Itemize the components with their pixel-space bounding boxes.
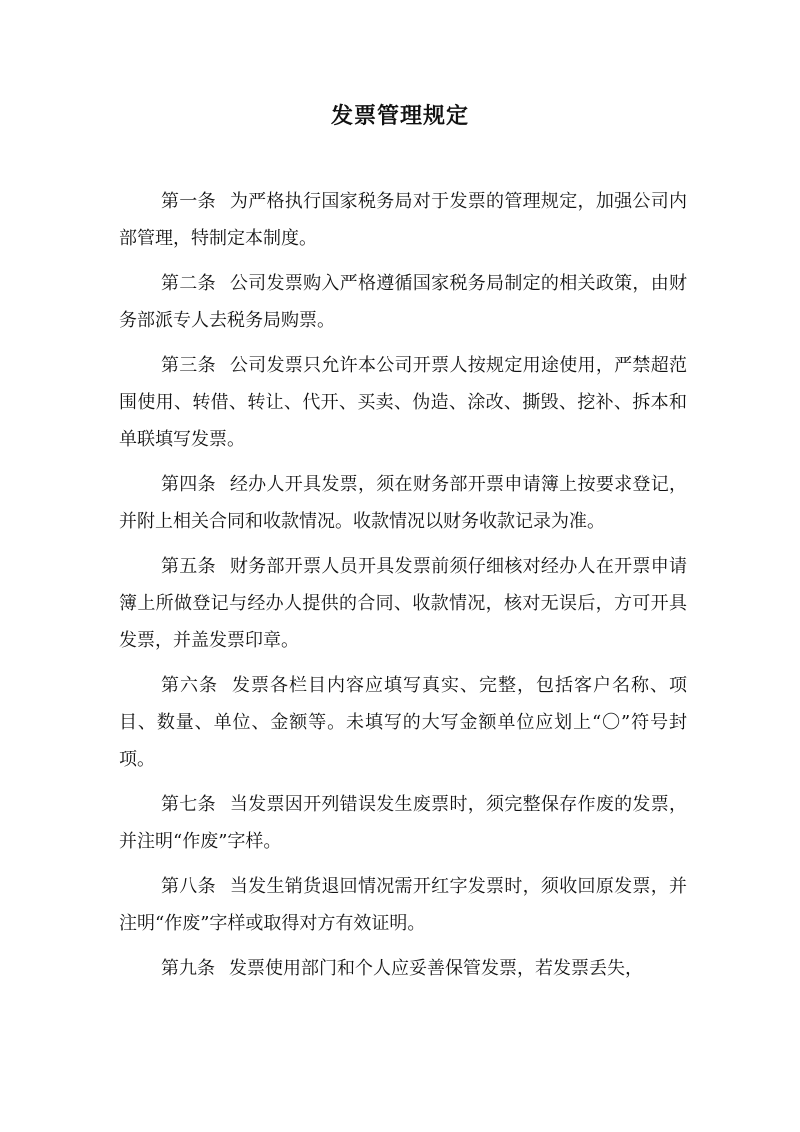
article-text: 当发生销货退回情况需开红字发票时，须收回原发票，并注明“作废”字样或取得对方有效证明。 [119, 876, 687, 934]
article-text: 经办人开具发票，须在财务部开票申请簿上按要求登记，并附上相关合同和收款情况。收款情况以财务收款记录为准。 [119, 474, 687, 532]
article-number: 第二条 [161, 273, 216, 294]
article-1 [119, 183, 687, 257]
document-title: 发票管理规定 [330, 104, 469, 129]
article-number: 第一条 [161, 191, 216, 212]
article-number: 第五条 [161, 556, 216, 577]
article-number: 第三条 [161, 355, 216, 376]
article-text: 财务部开票人员开具发票前须仔细核对经办人在开票申请簿上所做登记与经办人提供的合同、收款情况，核对无误后，方可开具发票，并盖发票印章。 [119, 556, 687, 651]
article-number: 第七条 [161, 794, 216, 815]
article-text: 当发票因开列错误发生废票时，须完整保存作废的发票，并注明“作废”字样。 [119, 794, 687, 852]
article-8 [119, 868, 687, 942]
article-text: 公司发票购入严格遵循国家税务局制定的相关政策，由财务部派专人去税务局购票。 [119, 273, 687, 331]
article-number: 第六条 [161, 675, 218, 696]
article-number: 第四条 [161, 474, 216, 495]
article-number: 第九条 [161, 958, 215, 979]
article-text: 发票使用部门和个人应妥善保管发票，若发票丢失， [229, 958, 643, 979]
document-body [119, 183, 687, 995]
article-text: 为严格执行国家税务局对于发票的管理规定，加强公司内部管理，特制定本制度。 [119, 191, 687, 249]
article-9 [119, 950, 687, 987]
article-number: 第八条 [161, 876, 216, 897]
article-text: 发票各栏目内容应填写真实、完整，包括客户名称、项目、数量、单位、金额等。未填写的大写金额单位应划上“〇”符号封项。 [119, 675, 687, 770]
article-2 [119, 265, 687, 339]
article-4 [119, 466, 687, 540]
article-6 [119, 667, 687, 778]
article-5 [119, 548, 687, 659]
article-7 [119, 786, 687, 860]
article-text: 公司发票只允许本公司开票人按规定用途使用，严禁超范围使用、转借、转让、代开、买卖、伪造、涂改、撕毁、挖补、拆本和单联填写发票。 [119, 355, 687, 450]
article-3 [119, 347, 687, 458]
